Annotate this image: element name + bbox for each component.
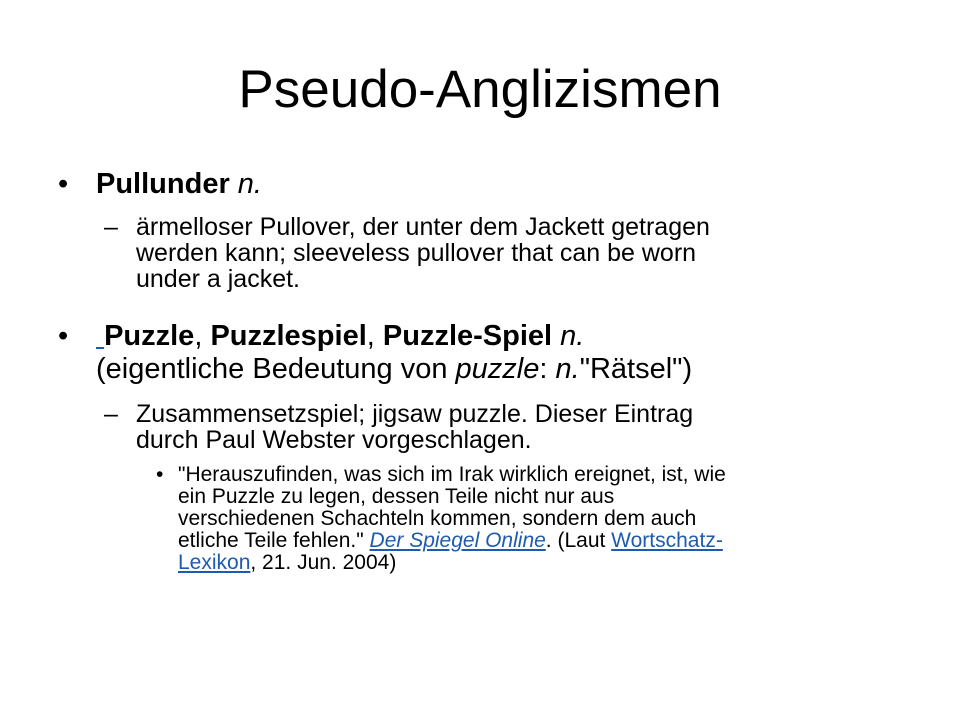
definition-text bbox=[136, 214, 894, 292]
link-der-spiegel-online[interactable]: Der Spiegel Online bbox=[369, 529, 546, 552]
link-wortschatz-lexikon[interactable]: Wortschatz- bbox=[611, 529, 723, 552]
definition-line: ärmelloser Pullover, der unter dem Jackett getragen bbox=[136, 213, 710, 241]
gender-label: n. bbox=[229, 168, 262, 200]
term-pullunder: Pullunder bbox=[96, 168, 230, 200]
definition-line: werden kann; sleeveless pullover that can be worn bbox=[136, 239, 697, 267]
term-puzzle: Puzzle bbox=[104, 320, 195, 352]
meaning-line bbox=[96, 353, 908, 386]
meaning-text: : bbox=[539, 353, 556, 385]
separator: , bbox=[194, 320, 211, 352]
quote-line bbox=[178, 552, 896, 574]
bullet-marker: • bbox=[58, 320, 69, 352]
bullet-text bbox=[96, 320, 908, 386]
quote-segment: , 21. Jun. 2004) bbox=[250, 551, 397, 574]
gender-label: n. bbox=[552, 320, 585, 352]
term-puzzlespiel: Puzzlespiel bbox=[210, 320, 367, 352]
meaning-text: (eigentliche Bedeutung von bbox=[96, 353, 456, 385]
quote-segment: etliche Teile fehlen." bbox=[178, 529, 370, 552]
quote-line bbox=[178, 530, 896, 552]
anchor-link[interactable] bbox=[96, 320, 104, 352]
definition-line: under a jacket. bbox=[136, 265, 300, 293]
bullet-text bbox=[96, 168, 908, 201]
link-wortschatz-lexikon-cont[interactable]: Lexikon bbox=[178, 551, 251, 574]
definition-line: durch Paul Webster vorgeschlagen. bbox=[136, 426, 532, 454]
bullet-marker: • bbox=[156, 463, 164, 486]
slide-title: Pseudo-Anglizismen bbox=[238, 60, 722, 119]
separator: , bbox=[366, 320, 383, 352]
puzzle-headline bbox=[96, 320, 908, 353]
definition-text bbox=[136, 401, 894, 453]
quote-line: ein Puzzle zu legen, dessen Teile nicht nur aus bbox=[178, 485, 615, 508]
dash-marker: – bbox=[104, 213, 118, 241]
quote-segment: . (Laut bbox=[545, 529, 612, 552]
definition-line: Zusammensetzspiel; jigsaw puzzle. Dieser Eintrag bbox=[136, 400, 694, 428]
meaning-text: "Rätsel") bbox=[579, 353, 693, 385]
quote-line: "Herauszufinden, was sich im Irak wirklich ereignet, ist, wie bbox=[178, 463, 726, 486]
meaning-gender: n. bbox=[555, 353, 580, 385]
term-puzzle-spiel: Puzzle-Spiel bbox=[382, 320, 553, 352]
bullet-marker: • bbox=[58, 168, 69, 200]
dash-marker: – bbox=[104, 400, 118, 428]
quote-line: verschiedenen Schachteln kommen, sondern dem auch bbox=[178, 507, 697, 530]
meaning-word: puzzle bbox=[455, 353, 540, 385]
quote-text bbox=[178, 464, 896, 574]
